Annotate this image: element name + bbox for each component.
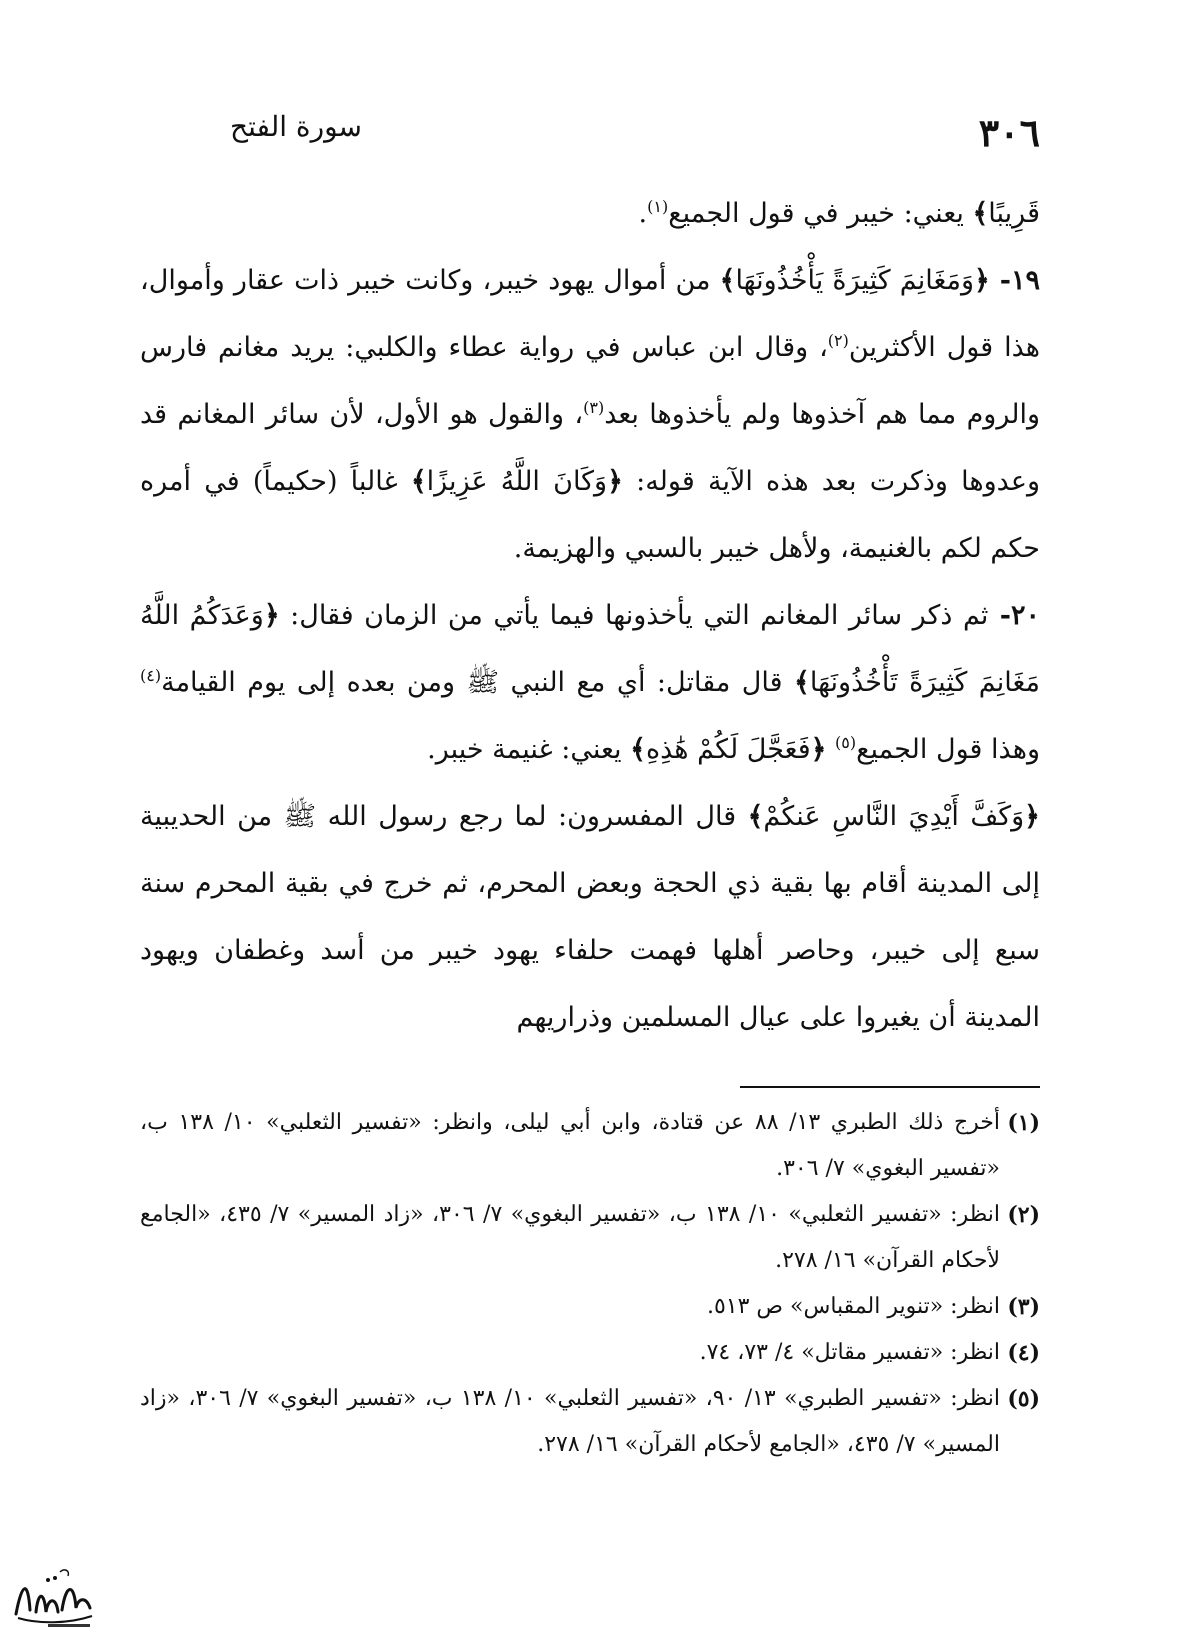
quran-close-bracket: ﴾ <box>630 734 646 765</box>
quran-verse: وَمَغَانِمَ كَثِيرَةً يَأْخُذُونَهَا <box>735 265 974 296</box>
quran-close-bracket: ﴾ <box>747 801 764 832</box>
footnote <box>140 1284 1040 1330</box>
body-text: . <box>638 198 648 229</box>
footnote-text: أخرج ذلك الطبري ١٣/ ٨٨ عن قتادة، وابن أبي ليلى، وانظر: «تفسير الثعلبي» ١٠/ ١٣٨ ب، «تفسير البغوي» ٧/ ٣٠٦. <box>140 1110 1000 1181</box>
quran-open-bracket: ﴿ <box>263 600 280 631</box>
calligraphy-logo-icon <box>8 1562 98 1632</box>
body-text: ، وقال ابن عباس في رواية عطاء والكلبي: يريد مغانم فارس والروم مما هم آخذوها ولم يأخذوها بعد <box>140 332 1040 430</box>
body-text: ، والقول هو الأول، لأن سائر المغانم قد وعدوها وذكرت بعد هذه الآية قوله: <box>140 399 1040 497</box>
quran-open-bracket: ﴿ <box>810 734 827 765</box>
quran-verse: فَعَجَّلَ لَكُمْ هَٰذِهِ <box>645 734 811 765</box>
quran-close-bracket: ﴾ <box>972 198 989 229</box>
footnote-ref: (٢) <box>827 331 849 350</box>
main-text <box>140 180 1040 1051</box>
quran-verse: وَكَفَّ أَيْدِيَ النَّاسِ عَنكُمْ <box>763 801 1025 832</box>
quran-close-bracket: ﴾ <box>794 667 810 698</box>
body-text: يعني: خيبر في قول الجميع <box>668 198 973 229</box>
verse-number: ٢٠- <box>988 600 1041 631</box>
footnote-ref: (١) <box>647 197 669 216</box>
paragraph <box>140 180 1040 247</box>
quran-verse: وَعَدَكُمُ اللَّهُ مَغَانِمَ كَثِيرَةً تَأْخُذُونَهَا <box>140 600 1040 698</box>
footnote-ref: (٤) <box>140 666 162 685</box>
verse-number: ١٩- <box>989 265 1041 296</box>
paragraph <box>140 582 1040 783</box>
quran-close-bracket: ﴾ <box>410 466 427 497</box>
quran-verse: وَكَانَ اللَّهُ عَزِيزًا <box>426 466 608 497</box>
footnote-divider <box>740 1086 1040 1088</box>
surah-title: سورة الفتح <box>230 110 363 143</box>
page-header <box>140 110 1040 160</box>
body-text: وهذا قول الجميع <box>856 734 1040 765</box>
quran-open-bracket: ﴿ <box>1024 801 1040 832</box>
footnotes <box>140 1100 1040 1468</box>
footnote-number: (٤) <box>1007 1340 1040 1366</box>
footnote <box>140 1376 1040 1468</box>
footnote-text: انظر: «تفسير الثعلبي» ١٠/ ١٣٨ ب، «تفسير البغوي» ٧/ ٣٠٦، «زاد المسير» ٧/ ٤٣٥، «الجامع لأحكام القرآن» ١٦/ ٢٧٨. <box>140 1202 1000 1273</box>
quran-open-bracket: ﴿ <box>607 466 623 497</box>
paragraph <box>140 247 1040 582</box>
footnote-number: (١) <box>1007 1110 1040 1136</box>
publisher-logo <box>8 1562 98 1632</box>
footnote <box>140 1330 1040 1376</box>
footnote-number: (٣) <box>1007 1294 1040 1320</box>
body-text <box>826 734 835 765</box>
quran-verse: قَرِيبًا <box>988 198 1040 229</box>
paragraph <box>140 783 1040 1051</box>
footnote-text: انظر: «تفسير مقاتل» ٤/ ٧٣، ٧٤. <box>699 1340 1000 1365</box>
footnote-text: انظر: «تنوير المقباس» ص ٥١٣. <box>706 1294 1000 1319</box>
body-text: قال مقاتل: أي مع النبي ﷺ ومن بعده إلى يوم القيامة <box>161 667 795 698</box>
footnote-text: انظر: «تفسير الطبري» ١٣/ ٩٠، «تفسير الثعلبي» ١٠/ ١٣٨ ب، «تفسير البغوي» ٧/ ٣٠٦، «زاد المسير» ٧/ ٤٣٥، «الجامع لأحكام القرآن» ١٦/ ٢٧٨. <box>140 1386 1001 1457</box>
footnote-ref: (٥) <box>835 733 857 752</box>
quran-close-bracket: ﴾ <box>719 265 736 296</box>
body-text: من أموال يهود خيبر، وكانت خيبر ذات عقار وأموال، هذا قول الأكثرين <box>140 265 1041 363</box>
footnote <box>140 1192 1040 1284</box>
body-text: يعني: غنيمة خيبر. <box>427 734 631 765</box>
quran-open-bracket: ﴿ <box>974 265 990 296</box>
footnote-number: (٥) <box>1007 1386 1040 1412</box>
body-text: ثم ذكر سائر المغانم التي يأخذونها فيما يأتي من الزمان فقال: <box>279 600 989 631</box>
footnote <box>140 1100 1040 1192</box>
page-number: ٣٠٦ <box>978 110 1040 155</box>
body-text: غالباً (حكيماً) في أمره حكم لكم بالغنيمة، ولأهل خيبر بالسبي والهزيمة. <box>140 466 1040 564</box>
footnote-ref: (٣) <box>583 398 605 417</box>
footnote-number: (٢) <box>1007 1202 1040 1228</box>
body-text: قال المفسرون: لما رجع رسول الله ﷺ من الحديبية إلى المدينة أقام بها بقية ذي الحجة وبعض المحرم، ثم خرج في بقية المحرم سنة سبع إلى خيبر، وحاصر أهلها فهمت حلفاء يهود خيبر من أسد وغطفان ويهود المدينة أن يغيروا على عيال المسلمين وذراريهم <box>140 801 1040 1033</box>
